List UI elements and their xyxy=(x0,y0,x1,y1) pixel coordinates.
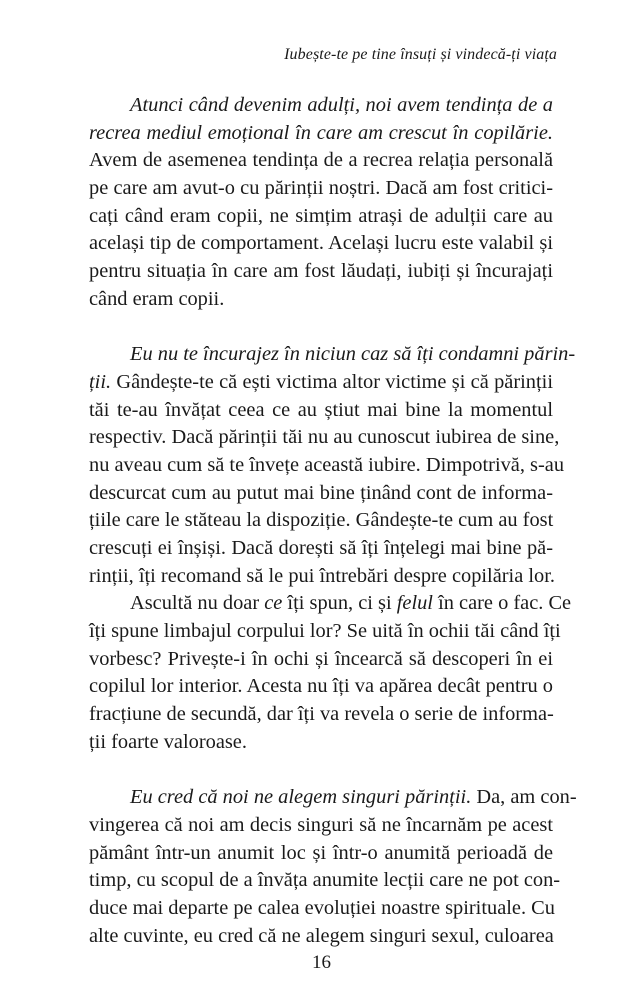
text-line: duce mai departe pe calea evoluției noastre spirituale. Cu xyxy=(89,896,555,919)
text-line: ții foarte valoroase. xyxy=(89,730,247,753)
text-line: respectiv. Dacă părinții tăi nu au cunoscut iubirea de sine, xyxy=(89,426,560,449)
text-line: pentru situația în care am fost lăudați, iubiți și încurajați xyxy=(89,260,553,283)
text-line: crescuți ei înșiși. Dacă dorești să îți înțelegi mai bine pă- xyxy=(89,537,553,559)
text-line: rinții, îți recomand să le pui întrebări despre copilăria lor. xyxy=(89,564,555,587)
text-line: îți spune limbajul corpului lor? Se uită în ochii tăi când îți xyxy=(89,620,561,643)
text-line: vingerea că noi am decis singuri să ne încarnăm pe acest xyxy=(89,813,553,836)
text-line: ții. Gândește-te că ești victima altor victime și că părinții xyxy=(89,370,553,393)
text-line: când eram copii. xyxy=(89,287,225,310)
text-line: Avem de asemenea tendința de a recrea relația personală xyxy=(89,149,553,172)
page-body xyxy=(89,92,577,950)
text-line: descurcat cum au putut mai bine ținând cont de informa- xyxy=(89,481,553,504)
paragraph-gap xyxy=(89,757,553,785)
text-line: recrea mediul emoțional în care am crescut în copilărie. xyxy=(89,121,553,144)
text-line: copilul lor interior. Acesta nu îți va apărea decât pentru o xyxy=(89,675,553,698)
text-line: Atunci când devenim adulți, noi avem tendința de a xyxy=(130,94,553,116)
paragraph xyxy=(89,341,576,590)
text-line: fracțiune de secundă, dar îți va revela o serie de informa- xyxy=(89,703,554,726)
text-line: Eu cred că noi ne alegem singuri părinții. Da, am con- xyxy=(130,786,577,809)
text-line: tăi te-au învățat ceea ce au știut mai bine la momentul xyxy=(89,398,553,421)
text-line: același tip de comportament. Același lucru este valabil și xyxy=(89,232,553,255)
running-header: Iubește-te pe tine însuți și vindecă-ți viața xyxy=(284,46,557,63)
text-line: pământ într-un anumit loc și într-o anumită perioadă de xyxy=(89,841,553,864)
text-line: vorbesc? Privește-i în ochi și încearcă să descoperi în ei xyxy=(89,647,553,670)
text-line: cați când eram copii, ne simțim atrași de adulții care au xyxy=(89,204,553,227)
text-line: timp, cu scopul de a învăța anumite lecții care ne pot con- xyxy=(89,869,561,892)
text-line: țiile care le stăteau la dispoziție. Gândește-te cum au fost xyxy=(89,509,554,532)
paragraph xyxy=(89,92,553,314)
paragraph xyxy=(89,784,577,950)
paragraph xyxy=(89,590,572,756)
text-line: nu aveau cum să te învețe această iubire. Dimpotrivă, s-au xyxy=(89,453,565,476)
text-line: alte cuvinte, eu cred că ne alegem singuri sexul, culoarea xyxy=(89,924,554,947)
page-number: 16 xyxy=(312,952,331,973)
text-line: Eu nu te încurajez în niciun caz să îți condamni părin- xyxy=(130,343,576,366)
text-line: Ascultă nu doar ce îți spun, ci și felul în care o fac. Ce xyxy=(130,592,572,615)
text-line: pe care am avut-o cu părinții noștri. Dacă am fost critici- xyxy=(89,177,553,200)
paragraph-gap xyxy=(89,314,553,342)
